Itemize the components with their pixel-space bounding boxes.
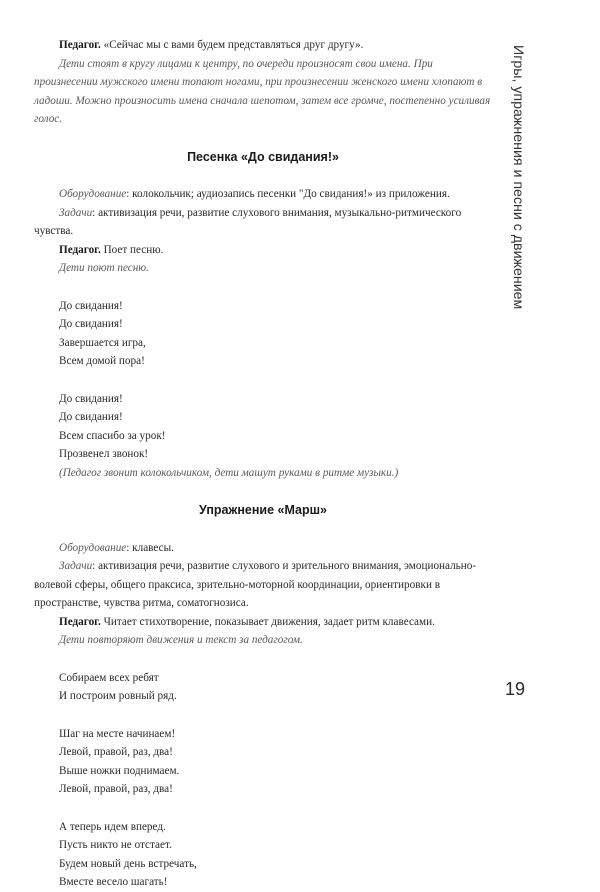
- poem-line: До свидания!: [59, 392, 123, 405]
- speaker-label: Педагог.: [59, 39, 101, 51]
- poem-line: Будем новый день встречать,: [59, 857, 197, 870]
- march-children: Дети повторяют движения и текст за педагогом.: [59, 634, 303, 646]
- song-remark: (Педагог звонит колокольчиком, дети машут руками в ритме музыки.): [59, 466, 399, 479]
- poem-line: И построим ровный ряд.: [59, 690, 177, 702]
- tasks-text: : активизация речи, развитие слухового внимания, музыкально-ритмического чувства.: [34, 206, 462, 237]
- poem-line: До свидания!: [59, 299, 123, 312]
- poem-line: Собираем всех ребят: [59, 671, 159, 684]
- poem-line: Левой, правой, раз, два!: [59, 783, 173, 795]
- march-title: Упражнение «Марш»: [199, 503, 327, 517]
- march-tasks: [34, 557, 492, 613]
- poem-line: Левой, правой, раз, два!: [59, 746, 173, 758]
- song-children: Дети поют песню.: [59, 262, 149, 274]
- intro-speech: [34, 36, 492, 55]
- poem-line: Всем спасибо за урок!: [59, 429, 166, 442]
- equipment-text: : клавесы.: [126, 541, 174, 554]
- song-title: Песенка «До свидания!»: [187, 149, 339, 164]
- song-tasks: [34, 204, 492, 241]
- running-header-text: Игры, упражнения и песни с движением: [510, 45, 526, 310]
- march-teacher: [34, 613, 492, 632]
- tasks-label: Задачи: [59, 560, 93, 572]
- speech-text: «Сейчас мы с вами будем представляться друг другу».: [100, 39, 364, 51]
- poem-line: Всем домой пора!: [59, 355, 145, 367]
- poem-line: До свидания!: [59, 318, 123, 330]
- teacher-text: Поет песню.: [100, 243, 164, 256]
- teacher-label: Педагог.: [59, 615, 101, 628]
- poem-line: Шаг на месте начинаем!: [59, 727, 176, 740]
- page-number: 19: [505, 679, 526, 699]
- teacher-label: Педагог.: [59, 243, 101, 256]
- song-teacher: [34, 241, 492, 260]
- poem-line: До свидания!: [59, 411, 123, 423]
- equipment-label: Оборудование: [59, 541, 127, 554]
- poem-line: Вместе весело шагать!: [59, 876, 168, 888]
- song-equipment: [34, 185, 492, 204]
- running-header: [498, 45, 554, 310]
- poem-line: Выше ножки поднимаем.: [59, 764, 180, 777]
- poem-line: Завершается игра,: [59, 336, 146, 349]
- equipment-label: Оборудование: [59, 188, 127, 200]
- march-equipment: [34, 539, 492, 558]
- intro-instruction: Дети стоят в кругу лицами к центру, по очереди произносят свои имена. При произнесении мужского имени топают ногами, при произнесении женского имени хлопают в ладоши. Можно произносить имена сначала шепотом, затем все громче, постепенно усиливая голос.: [34, 57, 491, 125]
- teacher-text: Читает стихотворение, показывает движения, задает ритм клавесами.: [100, 615, 435, 628]
- poem-line: Пусть никто не отстает.: [59, 839, 172, 851]
- page-content: [34, 36, 492, 892]
- tasks-text: : активизация речи, развитие слухового и зрительного внимания, эмоционально-волевой сферы, общего праксиса, зрительно-моторной координации, ориентировки в пространстве, чувства ритма, соматогнозиса.: [34, 560, 477, 609]
- poem-line: А теперь идем вперед.: [59, 820, 166, 833]
- tasks-label: Задачи: [59, 206, 93, 219]
- poem-line: Прозвенел звонок!: [59, 448, 149, 460]
- equipment-text: : колокольчик; аудиозапись песенки "До свидания!» из приложения.: [126, 188, 450, 200]
